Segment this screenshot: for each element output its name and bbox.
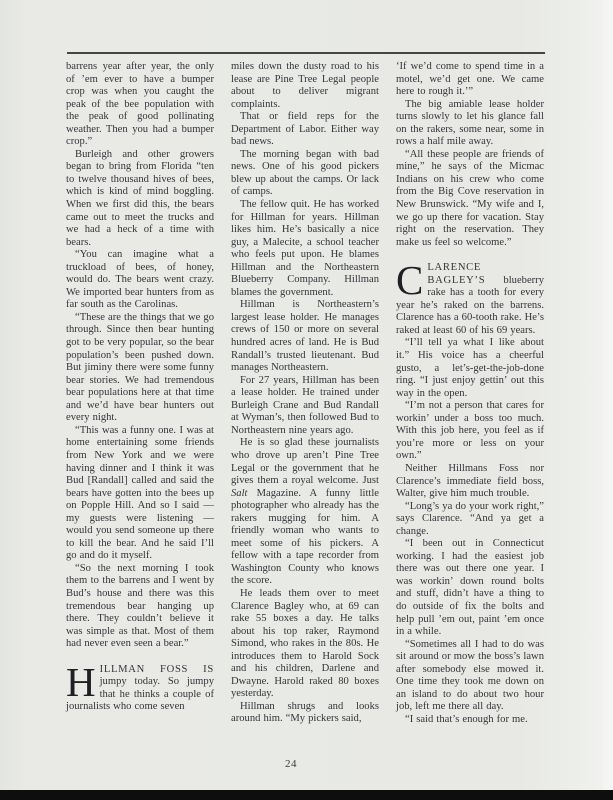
paragraph-text: He is so glad these journalists who drove up aren’t Pine Tree Legal or the government that he gives them a royal welcome. Just Salt Magazine. A funny little photographer who already has the rakers mugging for him. A friendly woman who wants to meet some of his pickers. A fellow with a tape recorder from Washington County who knows the score.	[231, 437, 379, 587]
drop-cap: C	[396, 257, 424, 304]
paragraph: The big amiable lease holder turns slowly to let his glance fall on the rakers, some near, some in rows a half mile away.	[396, 98, 544, 148]
paragraph: The fellow quit. He has worked for Hillman for years. Hillman likes him. He’s basically a nice guy, a Malecite, a school teacher who feels put upon. He blames Hillman and the Northeastern Blueberry Company. Hillman blames the government.	[231, 199, 379, 298]
paragraph: “I been out in Connecticut working. I had the easiest job there was out there one year. I was workin’ down round bolts and stuff, didn’t have a thing to do outside of fix the bolts and help pull ’em out, paint ’em once in a while.	[396, 538, 544, 638]
paragraph: That or field reps for the Department of Labor. Either way bad news.	[231, 111, 379, 148]
article-text-block	[66, 61, 545, 726]
paragraph: “So the next morning I took them to the barrens and I went by Bud’s house and there was this tremendous bear hanging up there. They couldn’t believe it was simple as that. Most of them had never even seen a bear.”	[66, 562, 214, 650]
bottom-scan-bar	[0, 790, 613, 800]
paragraph: “I’m not a person that cares for workin’ under a boss too much. With this job here, you feel as if you’re more or less on your own.”	[396, 400, 544, 462]
paragraph: “All these people are friends of mine,” he says of the Micmac Indians on his crew who come from the Big Cove reservation in New Brunswick. “My wife and I, we go up there for vacation. Stay right on the reservation. They make us feel so welcome.”	[396, 148, 544, 248]
paragraph: ‘If we’d come to spend time in a motel, we’d get one. We came here to rough it.’”	[396, 61, 544, 98]
paragraph: CLARENCE BAGLEY’S blueberry rake has a tooth for every year he’s raked on the barrens. Clarence has a 60-tooth rake. He’s raked at least 60 of his 69 years.	[396, 257, 544, 336]
paragraph: barrens year after year, the only of ’em ever to have a bumper crop was when you caught the peak of the bee population with the peak of good pollinating weather. Then you had a bumper crop.”	[66, 61, 214, 148]
paragraph: “These are the things that we go through. Since then bear hunting got to be very popular, so the bear population’s been pushed down. But jiminy there were some funny bear stories. We had tremendous bear populations here at that time and we’d have bear hunters out every night.	[66, 311, 214, 424]
lead-caps: LARENCE BAGLEY’S	[427, 262, 504, 286]
drop-cap: H	[66, 658, 96, 705]
paragraph: Hillman is Northeastern’s largest lease holder. He manages crews of 150 or more on several hundred acres of land. He is Bud Randall’s trusted lieutenant. Bud manages Northeastern.	[231, 299, 379, 374]
paragraph: For 27 years, Hillman has been a lease holder. He trained under Burleigh Crane and Bud Randall at Wyman’s, then followed Bud to Northeastern nine years ago.	[231, 374, 379, 436]
paragraph: HILLMAN FOSS IS jumpy today. So jumpy that he thinks a couple of journalists who come seven	[66, 658, 214, 713]
column-2	[231, 61, 379, 726]
paragraph: miles down the dusty road to his lease are Pine Tree Legal people about to deliver migrant complaints.	[231, 61, 379, 110]
page-footer	[66, 758, 516, 770]
paragraph: Hillman shrugs and looks around him. “My pickers said,	[231, 700, 379, 725]
lead-caps: ILLMAN FOSS IS	[99, 663, 214, 675]
top-rule	[67, 52, 545, 54]
paragraph: “Sometimes all I had to do was sit around or mow the boss’s lawn after somebody else mowed it. One time they took me down on an island to do about two hour job, left me there all day.	[396, 638, 544, 713]
page-edge-highlight	[603, 0, 613, 800]
paragraph: “I’ll tell ya what I like about it.” His voice has a cheerful gusto, a let’s-get-the-job-done ring. “I just enjoy gettin’ out this way in the open.	[396, 337, 544, 399]
paragraph: The morning began with bad news. One of his good pickers blew up about the camps. Or lack of camps.	[231, 148, 379, 198]
page-number: 24	[285, 758, 297, 770]
column-1	[66, 61, 214, 726]
paragraph: “I said that’s enough for me.	[405, 713, 528, 725]
paragraph: “This was a funny one. I was at home entertaining some friends from New York and we were having dinner and I think it was Bud [Randall] called and said the bears have gotten into the bees up on Popple Hill. And so I said — my guests were listening — would you send someone up there to kill the bear. And he said I’ll go and do it myself.	[66, 424, 214, 562]
column-3	[396, 61, 544, 726]
paragraph	[231, 437, 379, 588]
paragraph: “You can imagine what a truckload of bees, of honey, would do. The bears went crazy. We imported bear hunters from as far south as the Carolinas.	[66, 249, 214, 311]
paragraph: Burleigh and other growers began to bring from Florida “ten to twelve thousand hives of bees, which is kind of mind boggling. When we first did this, the bears came out to meet the trucks and we had a heck of a time with bears.	[66, 148, 214, 248]
paragraph: Neither Hillmans Foss nor Clarence’s immediate field boss, Walter, give him much trouble.	[396, 462, 544, 500]
paragraph: “Long’s ya do your work right,” says Clarence. “And ya get a change.	[396, 500, 544, 537]
paragraph: He leads them over to meet Clarence Bagley who, at 69 can rake 55 boxes a day. He talks about his top raker, Raymond Simond, who rakes in the 80s. He introduces them to Harold Sock and his children, Darlene and Dwayne. Harold raked 80 boxes yesterday.	[231, 587, 379, 700]
